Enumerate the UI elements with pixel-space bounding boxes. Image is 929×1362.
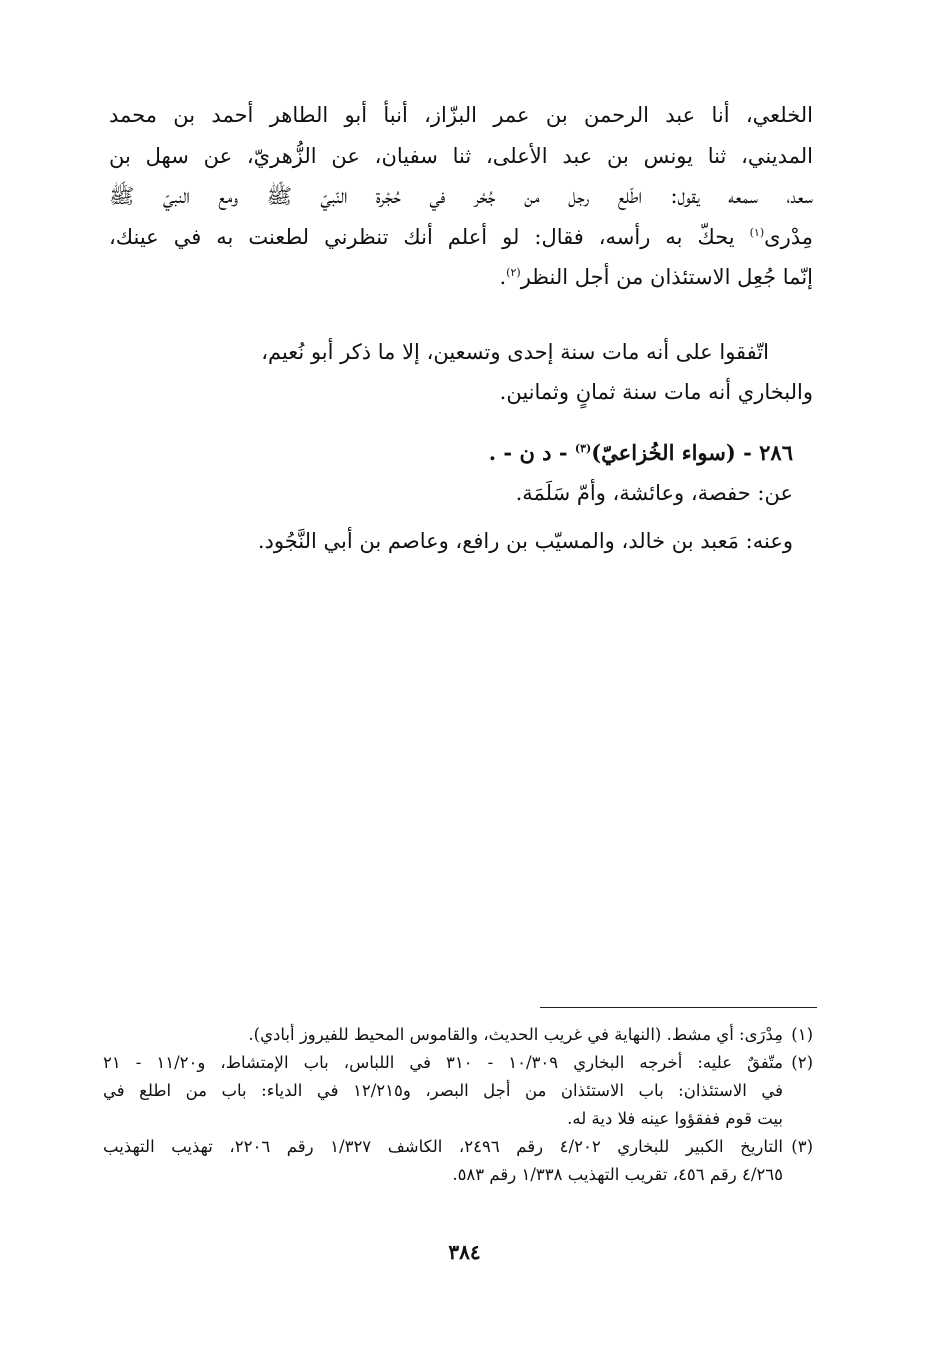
entry-students: وعنه: مَعبد بن خالد، والمسيّب بن رافع، وعاصم بن أبي النَّجُود. (257, 529, 793, 553)
footnote-3 (103, 1133, 813, 1189)
text-line: والبخاري أنه مات سنة ثمانٍ وثمانين. (499, 380, 813, 404)
footnote-ref: (١) (749, 225, 765, 239)
text-fragment: يحكّ به رأسه، فقال: لو أعلم أنك تنظرني لطعنت به في عينك، (109, 224, 735, 249)
entry-heading (109, 433, 813, 473)
text-fragment: . (499, 265, 507, 289)
narrator-entry (109, 433, 813, 561)
entry-codes: - د ن - . (488, 440, 575, 465)
text-fragment: مِدْرى (764, 224, 813, 249)
footnote-line: مِدْرَى: أي مشط. (النهاية في غريب الحديث، والقاموس المحيط للفيروز أبادي). (248, 1025, 783, 1044)
footnote-ref: (٢) (506, 266, 521, 279)
footnote-line: ٤/٢٦٥ رقم ٤٥٦، تقريب التهذيب ١/٣٣٨ رقم ٥٨٣. (452, 1165, 783, 1184)
footnote-line: التاريخ الكبير للبخاري ٤/٢٠٢ رقم ٢٤٩٦، الكاشف ١/٣٢٧ رقم ٢٢٠٦، تهذيب التهذيب (103, 1137, 783, 1156)
death-date-paragraph (109, 332, 813, 412)
text-line: المديني، ثنا يونس بن عبد الأعلى، ثنا سفيان، عن الزُّهريّ، عن سهل بن (109, 143, 813, 168)
text-line: الخلعي، أنا عبد الرحمن بن عمر البزّاز، أنبأ أبو الطاهر أحمد بن محمد (109, 103, 813, 127)
text-line: سعد، سمعه يقول: اطّلع رجل من جُحْر في حُجْرة النّبيّ ﷺ ومع النبيّ ﷺ (109, 184, 813, 208)
footnote-line: متّفقٌ عليه: أخرجه البخاري ١٠/٣٠٩ - ٣١٠ في اللباس، باب الإمتشاط، و١١/٢٠ - ٢١ (103, 1053, 783, 1072)
footnote-2 (103, 1049, 813, 1133)
entry-teachers: عن: حفصة، وعائشة، وأمّ سَلَمَة. (515, 481, 793, 505)
text-line: اتّفقوا على أنه مات سنة إحدى وتسعين، إلا ما ذكر أبو نُعيم، (261, 340, 769, 364)
text-line (109, 257, 813, 298)
footnote-separator (540, 1007, 817, 1008)
text-line (109, 217, 813, 258)
main-paragraph (109, 95, 813, 298)
text-fragment: إنّما جُعِل الاستئذان من أجل النظر (520, 265, 813, 289)
footnote-number: (١) (791, 1025, 813, 1044)
entry-title: ٢٨٦ - (سواء الخُزاعيّ) (591, 440, 793, 465)
footnote-ref: (٣) (574, 442, 592, 455)
footnote-line: بيت قوم ففقؤوا عينه فلا دية له. (567, 1109, 783, 1128)
footnote-number: (٢) (791, 1053, 813, 1072)
footnote-number: (٣) (791, 1137, 813, 1156)
footnote-line: في الاستئذان: باب الاستئذان من أجل البصر، و١٢/٢١٥ في الدياء: باب من اطلع في (103, 1081, 783, 1100)
footnotes (103, 1021, 813, 1189)
page-number: ٣٨٤ (448, 1240, 481, 1264)
footnote-1 (103, 1021, 813, 1049)
